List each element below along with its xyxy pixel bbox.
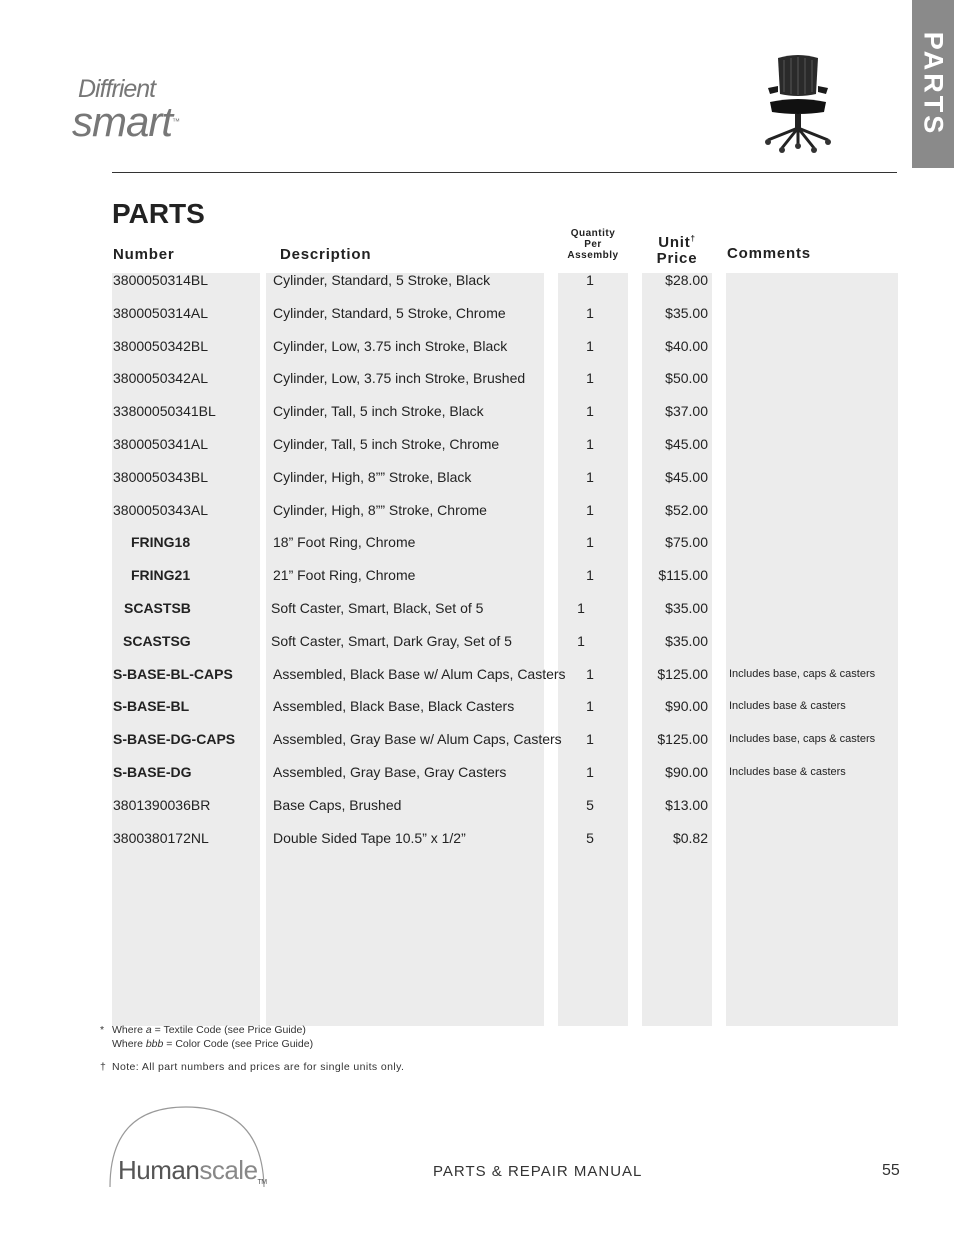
table-row bbox=[0, 270, 954, 290]
part-number: FRING21 bbox=[131, 567, 191, 584]
part-description: Cylinder, High, 8”” Stroke, Black bbox=[273, 468, 472, 485]
product-logo-tm: ™ bbox=[172, 117, 179, 126]
part-number: FRING18 bbox=[131, 534, 191, 551]
part-quantity: 1 bbox=[586, 436, 594, 452]
header-comments: Comments bbox=[727, 245, 811, 262]
part-price: $45.00 bbox=[665, 436, 708, 452]
part-description: Base Caps, Brushed bbox=[273, 796, 402, 813]
part-number: S-BASE-BL-CAPS bbox=[113, 665, 233, 682]
part-number: 3800050314AL bbox=[113, 304, 208, 321]
part-description: Cylinder, Tall, 5 inch Stroke, Chrome bbox=[273, 436, 500, 452]
part-number: 33800050341BL bbox=[113, 403, 216, 420]
header-quantity-line3: Assembly bbox=[567, 250, 619, 261]
chair-illustration bbox=[760, 52, 836, 156]
asterisk-mark: * bbox=[100, 1024, 105, 1036]
part-quantity: 1 bbox=[586, 370, 594, 387]
header-quantity bbox=[558, 228, 628, 261]
header-dagger: † bbox=[690, 234, 696, 243]
product-logo-line1: Diffrient bbox=[78, 75, 156, 103]
part-quantity: 1 bbox=[586, 403, 594, 420]
manual-title: PARTS & REPAIR MANUAL bbox=[433, 1163, 643, 1180]
footnote-dagger-text: Note: All part numbers and prices are for single units only. bbox=[112, 1061, 405, 1073]
part-price: $125.00 bbox=[657, 731, 708, 748]
part-number: 3800050314BL bbox=[113, 272, 208, 288]
part-price: $35.00 bbox=[665, 600, 708, 616]
table-row bbox=[0, 795, 954, 815]
part-description: Assembled, Gray Base, Gray Casters bbox=[273, 764, 507, 780]
part-description: Assembled, Gray Base w/ Alum Caps, Casters bbox=[273, 731, 562, 748]
footnote-line2-var: bbb bbox=[145, 1038, 164, 1050]
part-quantity: 1 bbox=[577, 600, 585, 616]
header-unit: Unit bbox=[658, 234, 691, 251]
part-description: Cylinder, Standard, 5 Stroke, Black bbox=[273, 272, 491, 288]
part-description: 21” Foot Ring, Chrome bbox=[273, 567, 416, 584]
part-number: 3800050341AL bbox=[113, 436, 208, 452]
header-quantity-line2: Per bbox=[584, 239, 602, 250]
part-description: Cylinder, High, 8”” Stroke, Chrome bbox=[273, 501, 487, 518]
logo-wordmark bbox=[118, 1155, 267, 1186]
part-quantity: 5 bbox=[586, 796, 594, 813]
table-row bbox=[0, 434, 954, 454]
part-price: $115.00 bbox=[658, 567, 708, 584]
part-quantity: 1 bbox=[586, 534, 594, 551]
part-price: $13.00 bbox=[665, 796, 708, 813]
dagger-mark: † bbox=[100, 1061, 107, 1073]
part-number: 3800050342BL bbox=[113, 337, 208, 354]
part-quantity: 1 bbox=[586, 337, 594, 354]
part-price: $28.00 bbox=[665, 272, 708, 288]
part-quantity: 1 bbox=[586, 665, 594, 682]
page-number: 55 bbox=[882, 1162, 900, 1179]
part-quantity: 1 bbox=[586, 764, 594, 780]
part-price: $40.00 bbox=[665, 337, 708, 354]
table-row bbox=[0, 500, 954, 520]
logo-word-dark: Human bbox=[118, 1155, 200, 1185]
part-number: S-BASE-DG bbox=[113, 764, 192, 780]
header-divider bbox=[112, 172, 897, 173]
footnote-line2-pre: Where bbox=[112, 1038, 146, 1050]
table-row bbox=[0, 762, 954, 782]
part-number: SCASTSB bbox=[124, 600, 191, 616]
part-quantity: 1 bbox=[577, 632, 585, 649]
part-description: Cylinder, Low, 3.75 inch Stroke, Black bbox=[273, 337, 508, 354]
part-number: 3800050343BL bbox=[113, 468, 208, 485]
header-unit-price-line1 bbox=[642, 231, 712, 251]
part-quantity: 1 bbox=[586, 304, 594, 321]
logo-tm: TM bbox=[257, 1179, 267, 1186]
part-description: Cylinder, Standard, 5 Stroke, Chrome bbox=[273, 304, 506, 321]
part-price: $125.00 bbox=[657, 665, 708, 682]
part-number: 3800050342AL bbox=[113, 370, 208, 387]
part-number: 3801390036BR bbox=[113, 796, 211, 813]
part-description: Double Sided Tape 10.5” x 1/2” bbox=[273, 829, 466, 846]
table-row bbox=[0, 598, 954, 618]
part-comment: Includes base, caps & casters bbox=[729, 733, 876, 746]
part-description: Cylinder, Low, 3.75 inch Stroke, Brushed bbox=[273, 370, 526, 387]
product-logo-word: smart bbox=[72, 98, 172, 145]
table-row bbox=[0, 532, 954, 552]
section-tab-label: PARTS bbox=[918, 31, 949, 137]
part-number: SCASTSG bbox=[123, 632, 191, 649]
part-quantity: 5 bbox=[586, 829, 594, 846]
part-price: $90.00 bbox=[665, 764, 708, 780]
table-row bbox=[0, 696, 954, 716]
header-description: Description bbox=[280, 246, 372, 263]
footnote-line1-var: a bbox=[145, 1024, 152, 1036]
part-quantity: 1 bbox=[586, 698, 594, 715]
footnote-line1-pre: Where bbox=[112, 1024, 146, 1036]
part-description: Assembled, Black Base, Black Casters bbox=[273, 698, 515, 715]
table-row bbox=[0, 401, 954, 421]
table-row bbox=[0, 303, 954, 323]
part-description: 18” Foot Ring, Chrome bbox=[273, 534, 416, 551]
part-price: $35.00 bbox=[665, 304, 708, 321]
part-price: $37.00 bbox=[665, 403, 708, 420]
table-row bbox=[0, 631, 954, 651]
table-row bbox=[0, 664, 954, 684]
header-quantity-line1: Quantity bbox=[570, 228, 616, 239]
part-comment: Includes base & casters bbox=[729, 766, 846, 778]
product-logo bbox=[72, 75, 179, 145]
part-description: Soft Caster, Smart, Dark Gray, Set of 5 bbox=[271, 632, 512, 649]
header-price: Price bbox=[656, 250, 698, 267]
table-row bbox=[0, 467, 954, 487]
logo-word-light: scale bbox=[199, 1155, 258, 1185]
part-number: 3800380172NL bbox=[113, 829, 209, 846]
footnote-asterisk bbox=[100, 1023, 313, 1051]
part-price: $75.00 bbox=[665, 534, 708, 551]
company-logo bbox=[106, 1103, 276, 1193]
page-title: PARTS bbox=[112, 198, 205, 229]
footnote-line2-post: = Color Code (see Price Guide) bbox=[163, 1038, 314, 1050]
table-row bbox=[0, 828, 954, 848]
part-price: $90.00 bbox=[665, 698, 708, 715]
part-price: $52.00 bbox=[665, 501, 708, 518]
part-price: $45.00 bbox=[665, 468, 708, 485]
part-number: S-BASE-BL bbox=[113, 698, 190, 715]
table-row bbox=[0, 368, 954, 388]
product-logo-line2 bbox=[72, 98, 179, 145]
part-price: $50.00 bbox=[665, 370, 708, 387]
part-quantity: 1 bbox=[586, 731, 594, 748]
header-unit-price bbox=[642, 231, 712, 267]
footnote-asterisk-line1 bbox=[100, 1023, 313, 1037]
part-price: $35.00 bbox=[665, 632, 708, 649]
part-description: Soft Caster, Smart, Black, Set of 5 bbox=[271, 600, 484, 616]
header-number: Number bbox=[113, 246, 175, 263]
part-quantity: 1 bbox=[586, 468, 594, 485]
part-comment: Includes base & casters bbox=[729, 700, 846, 713]
footnote-line1-post: = Textile Code (see Price Guide) bbox=[151, 1024, 306, 1036]
part-price: $0.82 bbox=[672, 829, 708, 846]
part-comment: Includes base, caps & casters bbox=[729, 667, 876, 680]
table-row bbox=[0, 336, 954, 356]
part-quantity: 1 bbox=[586, 501, 594, 518]
part-description: Cylinder, Tall, 5 inch Stroke, Black bbox=[273, 403, 484, 420]
table-row bbox=[0, 729, 954, 749]
part-number: 3800050343AL bbox=[113, 501, 208, 518]
part-number: S-BASE-DG-CAPS bbox=[113, 731, 236, 748]
footnote-asterisk-line2 bbox=[100, 1037, 313, 1051]
part-description: Assembled, Black Base w/ Alum Caps, Casters bbox=[273, 665, 566, 682]
part-quantity: 1 bbox=[586, 272, 594, 288]
part-quantity: 1 bbox=[586, 567, 594, 584]
section-tab bbox=[912, 0, 954, 168]
table-row bbox=[0, 565, 954, 585]
footnote-dagger bbox=[100, 1060, 404, 1074]
